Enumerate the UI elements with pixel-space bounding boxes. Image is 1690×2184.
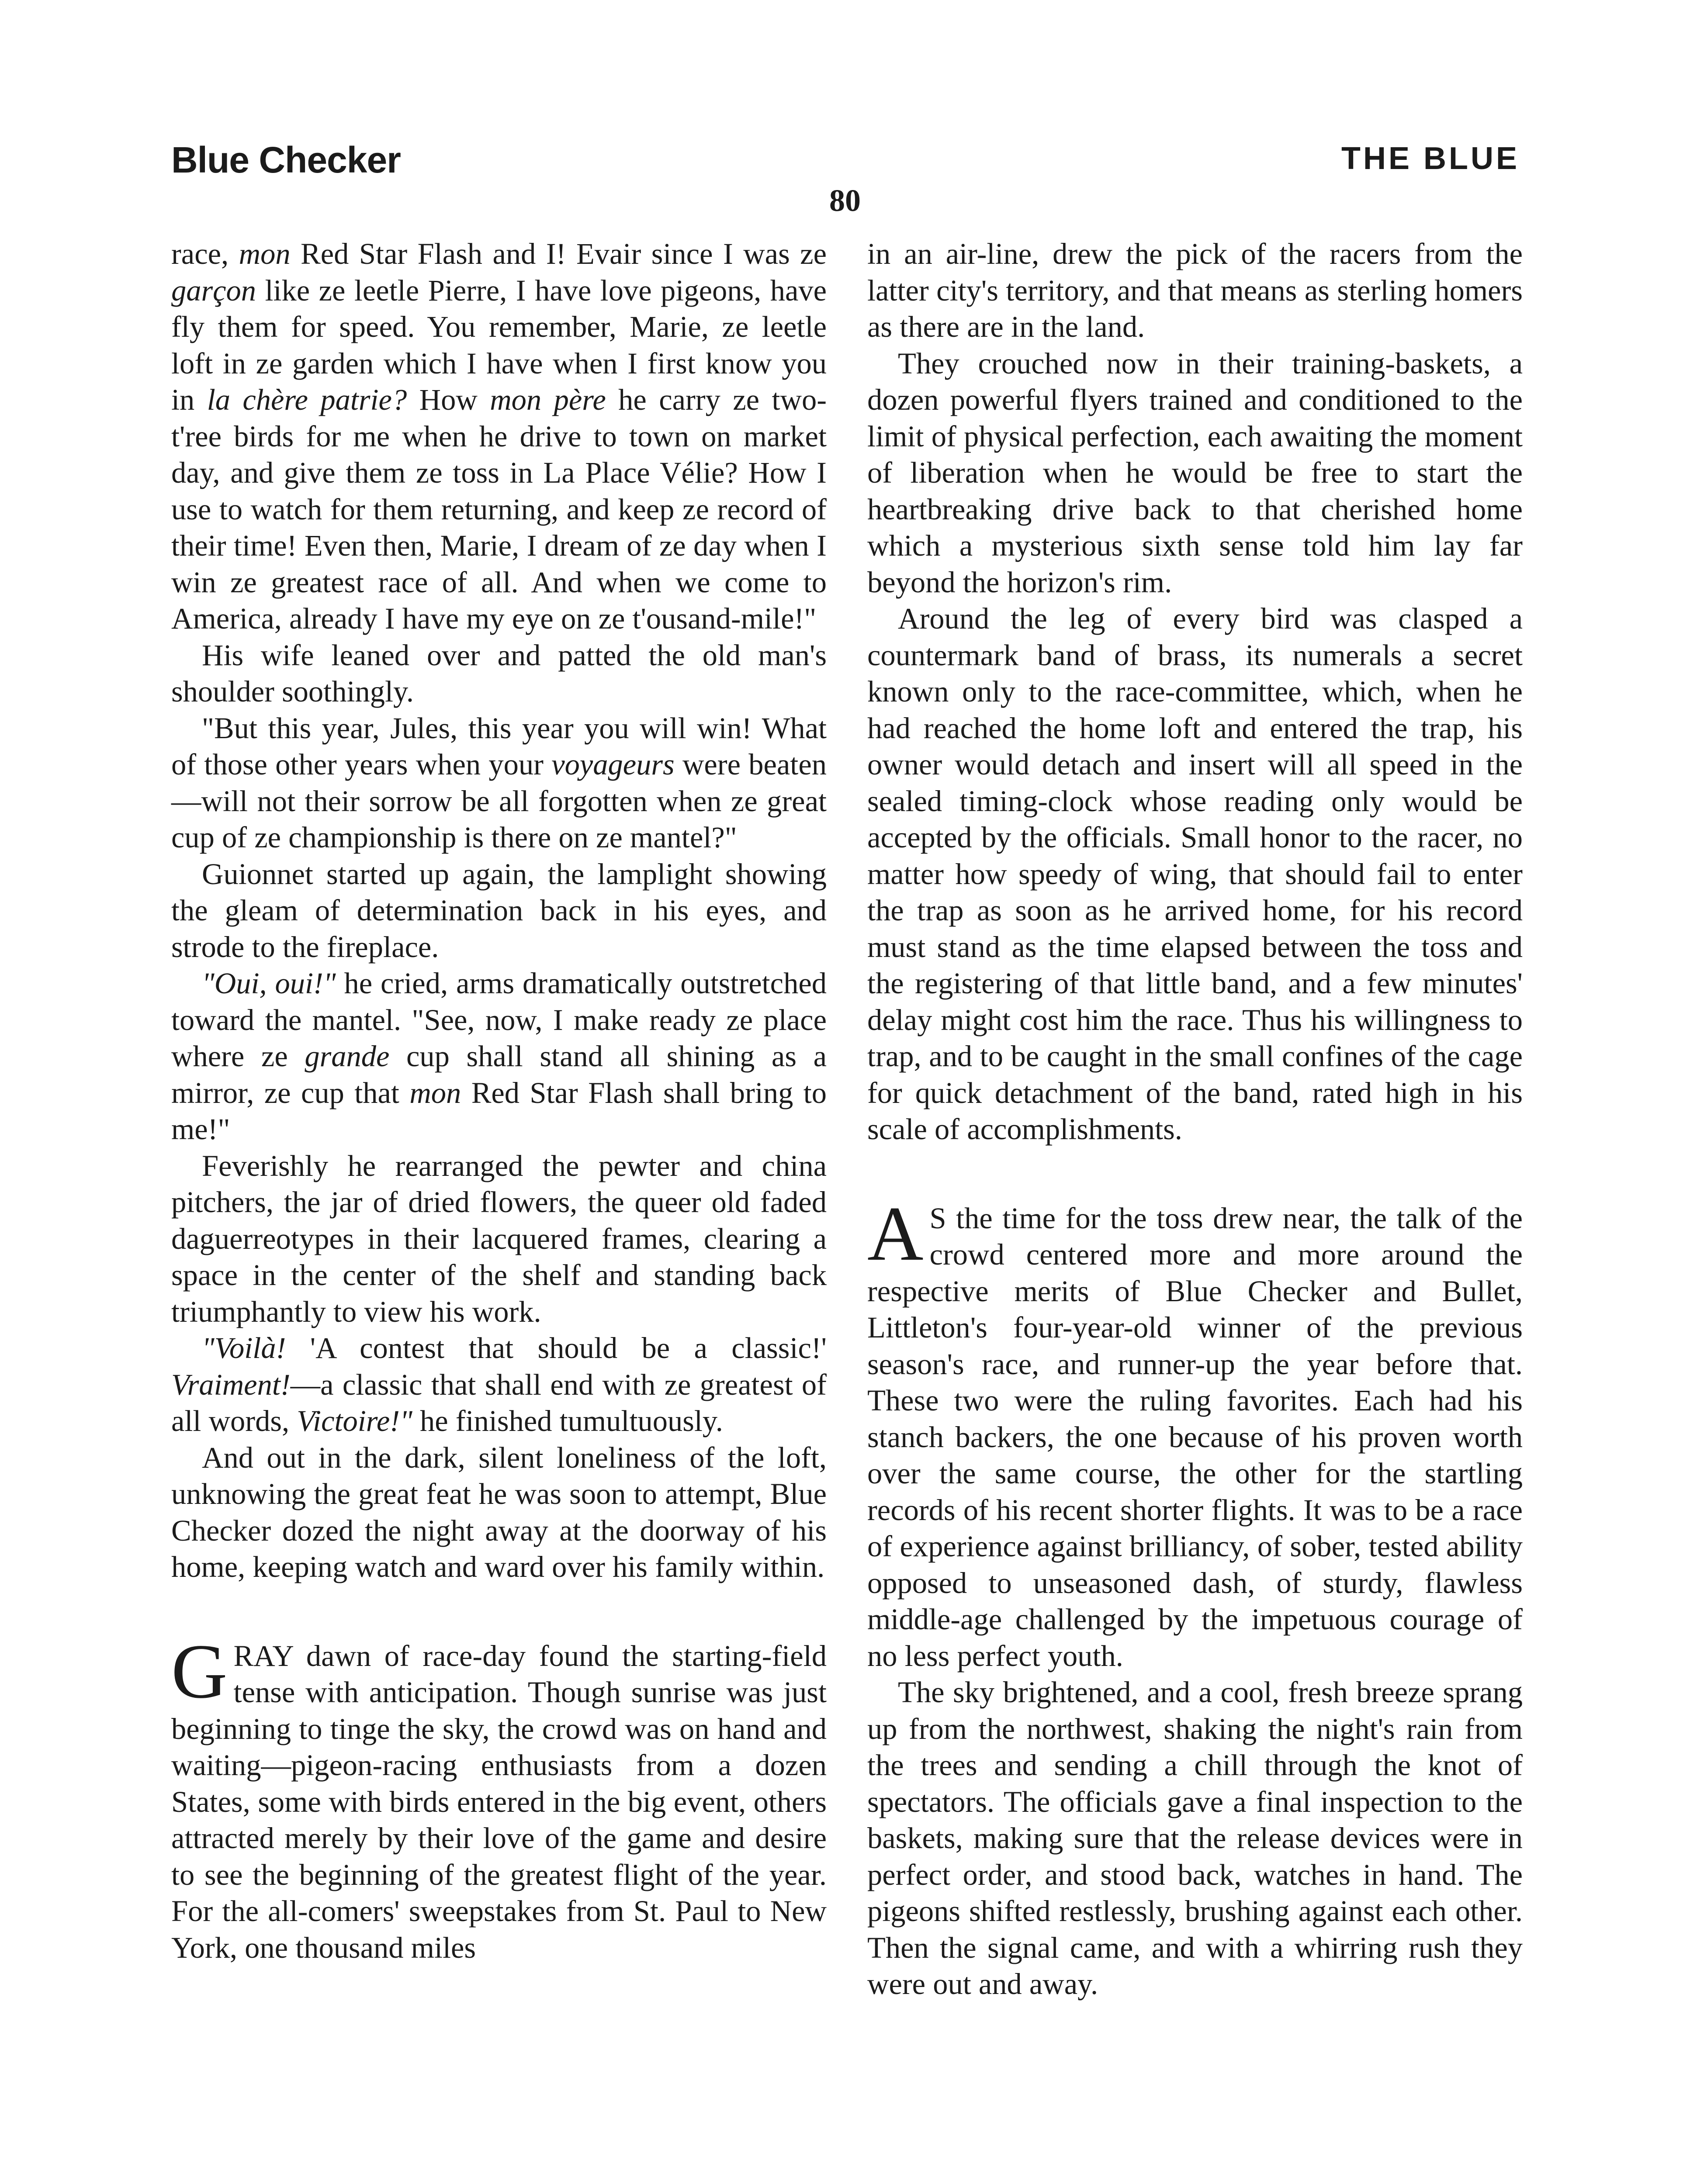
paragraph: in an air-line, drew the pick of the racers from the latter city's territory, and that means as sterling homers as there are in the land. bbox=[867, 237, 1523, 343]
running-head-magazine-title: THE BLUE bbox=[1341, 141, 1520, 176]
paragraph: race, mon Red Star Flash and I! Evair since I was ze garçon like ze leetle Pierre, I have love pigeons, have fly them for speed. You remember, Marie, ze leetle loft in ze garden which I have when I first know you in la chère patrie? How mon père he carry ze two-t'ree birds for me when he drive to town on market day, and give them ze toss in La Place Vélie? How I use to watch for them returning, and keep ze record of their time! Even then, Marie, I dream of ze day when I win ze greatest race of all. And when we come to America, already I have my eye on ze t'ousand-mile!" bbox=[171, 237, 827, 635]
right-column bbox=[867, 236, 1523, 2003]
left-column bbox=[171, 236, 827, 1966]
paragraph: Guionnet started up again, the lamplight showing the gleam of determination back in his eyes, and strode to the fireplace. bbox=[171, 857, 827, 964]
paragraph: And out in the dark, silent loneliness of the loft, unknowing the great feat he was soon to attempt, Blue Checker dozed the night away at the doorway of his home, keeping watch and ward over his family within. bbox=[171, 1441, 827, 1583]
paragraph: "Voilà! 'A contest that should be a classic!' Vraiment!—a classic that shall end with ze greatest of all words, Victoire!" he finished tumultuously. bbox=[171, 1331, 827, 1438]
running-head-story-title: Blue Checker bbox=[171, 139, 401, 180]
paragraph: "Oui, oui!" he cried, arms dramatically outstretched toward the mantel. "See, now, I make ready ze place where ze grande cup shall stand all shining as a mirror, ze cup that mon Red Star Flash shall bring to me!" bbox=[171, 967, 827, 1146]
drop-cap: A bbox=[867, 1190, 924, 1277]
paragraph: Feverishly he rearranged the pewter and china pitchers, the jar of dried flowers, the queer old faded daguerreotypes in their lacquered frames, clearing a space in the center of the shelf and standing back triumphantly to view his work. bbox=[171, 1149, 827, 1328]
drop-cap: G bbox=[171, 1628, 228, 1714]
paragraph: They crouched now in their training-baskets, a dozen powerful flyers trained and conditioned to the limit of physical perfection, each awaiting the moment of liberation when he would be free to start the heartbreaking drive back to that cherished home which a mysterious sixth sense told him lay far beyond the horizon's rim. bbox=[867, 346, 1523, 599]
paragraph: His wife leaned over and patted the old man's shoulder soothingly. bbox=[171, 638, 827, 708]
section-opening-paragraph: GRAY dawn of race-day found the starting-field tense with anticipation. Though sunrise was just beginning to tinge the sky, the crowd was on hand and waiting—pigeon-racing enthusiasts from a dozen States, some with birds entered in the big event, others attracted merely by their love of the game and desire to see the beginning of the greatest flight of the year. For the all-comers' sweepstakes from St. Paul to New York, one thousand miles bbox=[171, 1628, 827, 1964]
paragraph: The sky brightened, and a cool, fresh breeze sprang up from the northwest, shaking the night's rain from the trees and sending a chill through the knot of spectators. The officials gave a final inspection to the baskets, making sure that the release devices were in perfect order, and stood back, watches in hand. The pigeons shifted restlessly, brushing against each other. Then the signal came, and with a whirring rush they were out and away. bbox=[867, 1676, 1523, 2001]
paragraph: "But this year, Jules, this year you will win! What of those other years when your voyageurs were beaten—will not their sorrow be all forgotten when ze great cup of ze championship is there on ze mantel?" bbox=[171, 711, 827, 854]
paragraph: Around the leg of every bird was clasped a countermark band of brass, its numerals a secret known only to the race-committee, which, when he had reached the home loft and entered the trap, his owner would detach and insert will all speed in the sealed timing-clock whose reading only would be accepted by the officials. Small honor to the racer, no matter how speedy of wing, that should fail to enter the trap as soon as he arrived home, for his record must stand as the time elapsed between the toss and the registering of that little band, and a few minutes' delay might cost him the race. Thus his willingness to trap, and to be caught in the small confines of the cage for quick detachment of the band, rated high in his scale of accomplishments. bbox=[867, 602, 1523, 1146]
page-number: 80 bbox=[829, 183, 861, 218]
section-opening-paragraph: A S the time for the toss drew near, the talk of the crowd centered more and more around the respective merits of Blue Checker and Bullet, Littleton's four-year-old winner of the previous season's race, and runner-up the year before that. These two were the ruling favorites. Each had his stanch backers, the one because of his proven worth over the same course, the other for the startling records of his recent shorter flights. It was to be a race of experience against brilliancy, of sober, tested ability opposed to unseasoned dash, of sturdy, flawless middle-age challenged by the impetuous courage of no less perfect youth. bbox=[867, 1190, 1523, 1673]
